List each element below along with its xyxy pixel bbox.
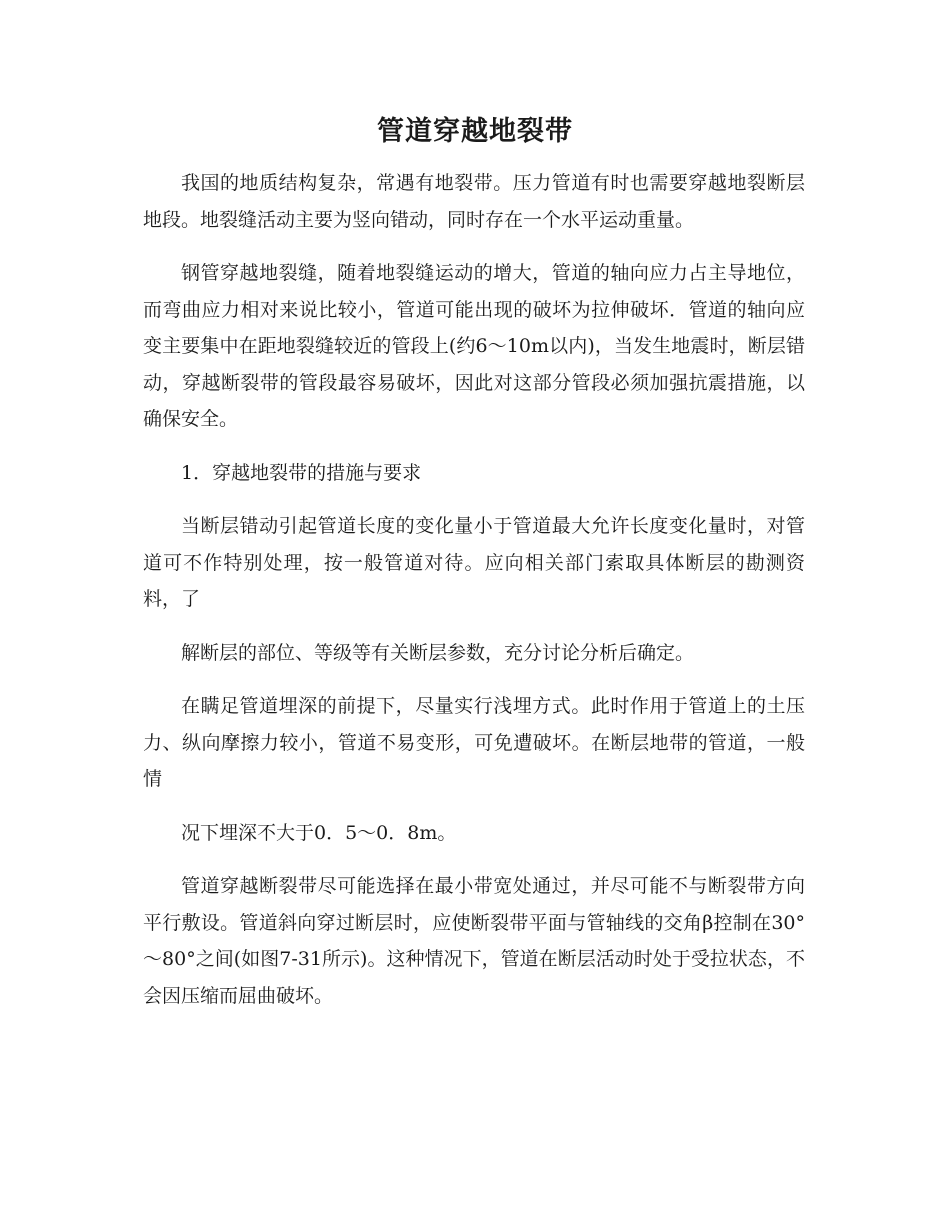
paragraph: 我国的地质结构复杂，常遇有地裂带。压力管道有时也需要穿越地裂断层地段。地裂缝活动主要为竖向错动，同时存在一个水平运动重量。: [143, 172, 805, 231]
paragraph: 况下埋深不大于0．5～0．8m。: [181, 821, 457, 844]
paragraph: 在瞒足管道埋深的前提下，尽量实行浅埋方式。此时作用于管道上的土压力、纵向摩擦力较小，管道不易变形，可免遭破坏。在断层地带的管道，一般情: [143, 695, 805, 790]
paragraph: 解断层的部位、等级等有关断层参数，充分讨论分析后确定。: [181, 641, 695, 664]
paragraph: 管道穿越断裂带尽可能选择在最小带宽处通过，并尽可能不与断裂带方向平行敷设。管道斜向穿过断层时，应使断裂带平面与管轴线的交角β控制在30°～80°之间(如图7-31所示)。这种情况下，管道在断层活动时处于受拉状态，不会因压缩而屈曲破坏。: [143, 875, 805, 1007]
paragraph: 当断层错动引起管道长度的变化量小于管道最大允许长度变化量时，对管道可不作特别处理，按一般管道对待。应向相关部门索取具体断层的勘测资料，了: [143, 515, 805, 610]
document-body: [143, 165, 805, 1031]
paragraph: 钢管穿越地裂缝，随着地裂缝运动的增大，管道的轴向应力占主导地位，而弯曲应力相对来说比较小，管道可能出现的破坏为拉伸破坏．管道的轴向应变主要集中在距地裂缝较近的管段上(约6～10m以内)，当发生地震时，断层错动，穿越断裂带的管段最容易破坏，因此对这部分管段必须加强抗震措施，以确保安全。: [143, 262, 805, 430]
section-heading: 1．穿越地裂带的措施与要求: [181, 461, 422, 484]
document-title: 管道穿越地裂带: [377, 116, 573, 147]
